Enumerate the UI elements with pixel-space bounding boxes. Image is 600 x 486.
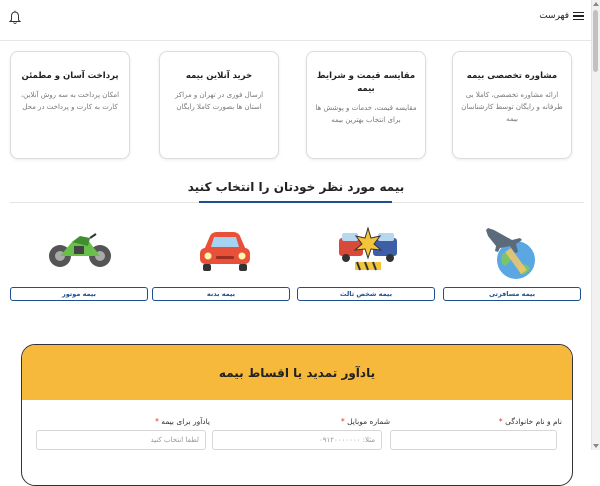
menu-icon — [573, 12, 584, 21]
car-crash-icon[interactable] — [333, 222, 403, 280]
feature-desc: ارائه مشاوره تخصصی، کاملا بی طرفانه و رایگان توسط کارشناسان بیمه — [461, 91, 563, 123]
car-body-insurance-button[interactable]: بیمه بدنه — [152, 287, 290, 301]
feature-card-online-buy — [159, 51, 279, 159]
motorcycle-insurance-button[interactable]: بیمه موتور — [10, 287, 148, 301]
feature-card-consulting — [452, 51, 572, 159]
full-name-input[interactable] — [390, 430, 557, 450]
reminder-card — [21, 344, 573, 486]
full-name-label: نام و نام خانوادگی * — [498, 417, 562, 426]
reminder-type-select[interactable]: لطفا انتخاب کنید — [36, 430, 206, 450]
car-icon[interactable] — [190, 222, 260, 280]
top-bar — [0, 0, 592, 41]
mobile-label: شماره موبایل * — [340, 417, 390, 426]
scroll-thumb[interactable] — [593, 10, 598, 72]
menu-label: فهرست — [539, 11, 569, 21]
feature-desc: امکان پرداخت به سه روش آنلاین، کارت به کارت و پرداخت در محل — [20, 91, 120, 111]
scroll-up-icon[interactable] — [593, 2, 599, 6]
reminder-type-label: یادآور برای بیمه * — [155, 417, 210, 426]
feature-title: خرید آنلاین بیمه — [185, 71, 253, 81]
feature-title: مشاوره تخصصی بیمه — [466, 71, 558, 81]
third-party-insurance-button[interactable]: بیمه شخص ثالث — [297, 287, 435, 301]
travel-plane-globe-icon[interactable] — [478, 222, 548, 280]
feature-title: پرداخت آسان و مطمئن — [21, 71, 119, 81]
page-scrollbar[interactable] — [591, 0, 600, 450]
mobile-input[interactable]: مثلا: ۰۹۱۲۰۰۰۰۰۰۰ — [212, 430, 382, 450]
feature-card-compare — [306, 51, 426, 159]
feature-desc: ارسال فوری در تهران و مراکز استان ها بصورت کاملا رایگان — [174, 91, 264, 111]
travel-insurance-button[interactable]: بیمه مسافرتی — [443, 287, 581, 301]
reminder-title: یادآور تمدید یا اقساط بیمه — [22, 345, 572, 400]
feature-desc: مقایسه قیمت، خدمات و پوشش ها برای انتخاب بهترین بیمه — [315, 104, 417, 124]
feature-title: مقایسه قیمت و شرایط بیمه — [316, 71, 416, 94]
scroll-down-icon[interactable] — [593, 444, 599, 448]
motorcycle-icon[interactable] — [44, 222, 114, 280]
feature-card-payment — [10, 51, 130, 159]
section-title: بیمه مورد نظر خودتان را انتخاب کنید — [187, 180, 405, 194]
bell-icon[interactable] — [8, 10, 22, 26]
menu-button[interactable] — [539, 11, 584, 21]
section-title-underline — [199, 201, 392, 203]
